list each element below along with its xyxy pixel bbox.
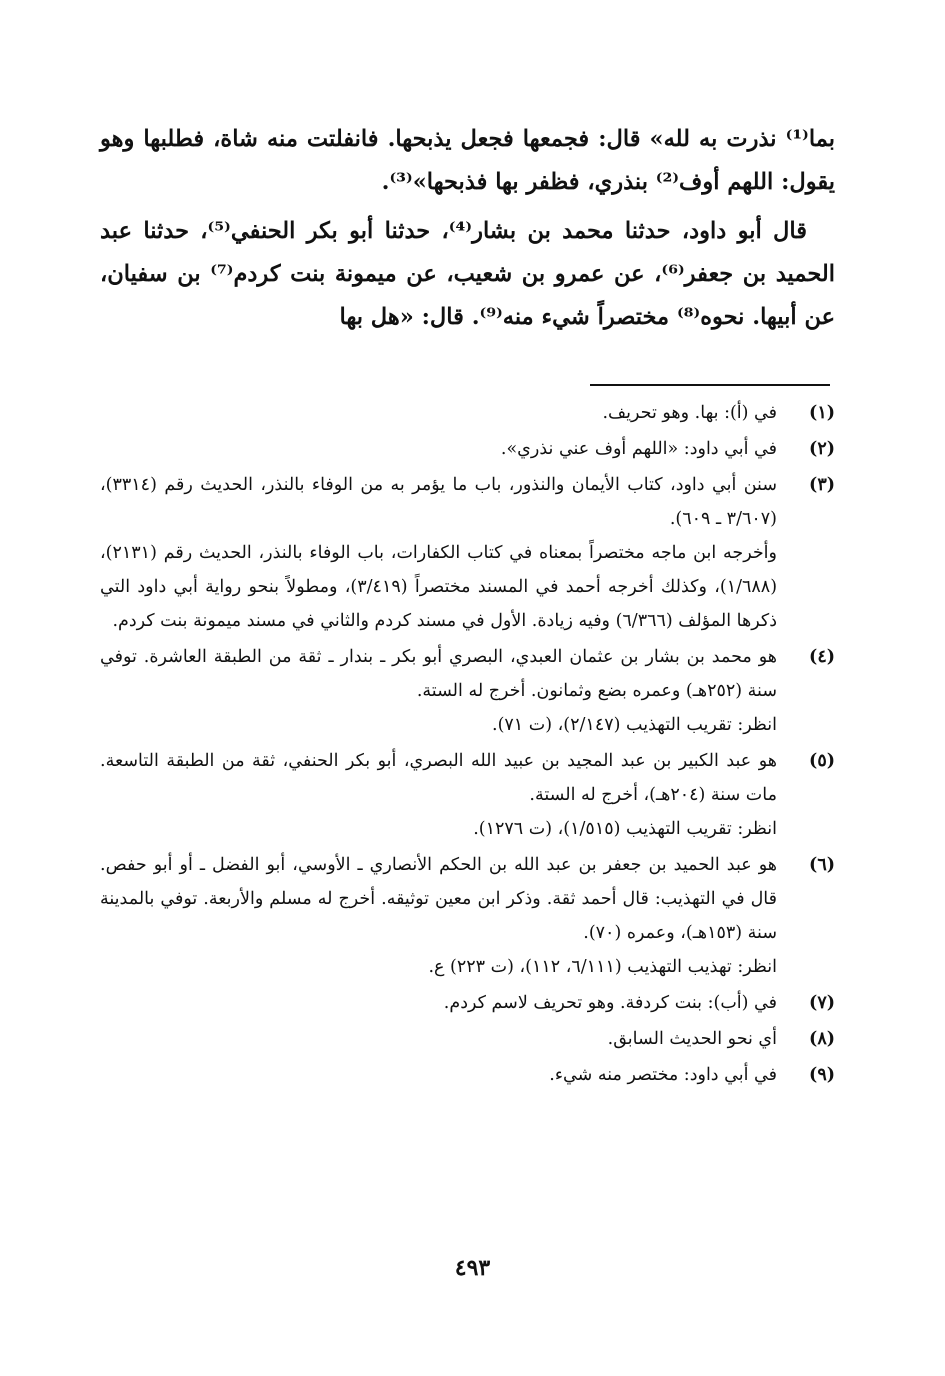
footnote-text: في أبي داود: مختصر منه شيء. xyxy=(549,1065,777,1085)
main-paragraph-2: قال أبو داود، حدثنا محمد بن بشار⁽⁴⁾، حدثنا أبو بكر الحنفي⁽⁵⁾، حدثنا عبد الحميد بن جعفر⁽⁶⁾، عن عمرو بن شعيب، عن ميمونة بنت كردم⁽⁷⁾ بن سفيان، عن أبيها. نحوه⁽⁸⁾ مختصراً شيء منه⁽⁹⁾. قال: «هل بها xyxy=(100,218,835,330)
footnote-number: (١) xyxy=(809,403,835,423)
main-paragraph-1: بما⁽¹⁾ نذرت به لله» قال: فجمعها فجعل يذبحها. فانفلتت منه شاة، فطلبها وهو يقول: اللهم أوف⁽²⁾ بنذري، فظفر بها فذبحها»⁽³⁾. xyxy=(100,126,835,195)
footnote-number: (٩) xyxy=(809,1065,835,1085)
footnote-number: (٤) xyxy=(809,647,835,667)
footnote-number: (٥) xyxy=(809,751,835,771)
footnote-text: في (أ): بها. وهو تحريف. xyxy=(602,403,777,423)
footnote-number: (٧) xyxy=(809,993,835,1013)
footnote-separator xyxy=(590,384,830,386)
footnote-text: وأخرجه ابن ماجه مختصراً بمعناه في كتاب الكفارات، باب الوفاء بالنذر، الحديث رقم (٢١٣١)، (١/٦٨٨)، وكذلك أخرجه أحمد في المسند مختصراً (٣/٤١٩)، ومطولاً بنحو رواية أبي داود التي ذكرها المؤلف (٦/٣٦٦) وفيه زيادة. الأول في مسند كردم والثاني في مسند ميمونة بنت كردم. xyxy=(100,543,778,631)
footnote-6 xyxy=(100,848,835,984)
footnote-text: أي نحو الحديث السابق. xyxy=(607,1029,777,1049)
footnote-number: (٦) xyxy=(809,855,835,875)
footnote-8 xyxy=(100,1022,835,1056)
footnote-text: في أبي داود: «اللهم أوف عني نذري». xyxy=(500,439,777,459)
footnote-text: هو عبد الكبير بن عبد المجيد بن عبيد الله البصري، أبو بكر الحنفي، ثقة من الطبقة التاسعة. مات سنة (٢٠٤هـ)، أخرج له الستة. xyxy=(100,751,777,805)
footnote-text: هو محمد بن بشار بن عثمان العبدي، البصري أبو بكر ـ بندار ـ ثقة من الطبقة العاشرة. توفي سنة (٢٥٢هـ) وعمره بضع وثمانون. أخرج له الستة. xyxy=(100,647,777,701)
footnote-9 xyxy=(100,1058,835,1092)
footnotes xyxy=(100,396,835,1094)
footnote-text: انظر: تقريب التهذيب (١/٥١٥)، (ت ١٢٧٦). xyxy=(473,819,777,839)
footnote-text: سنن أبي داود، كتاب الأيمان والنذور، باب ما يؤمر به من الوفاء بالنذر، الحديث رقم (٣٣١٤)، (٣/٦٠٧ ـ ٦٠٩). xyxy=(100,475,777,529)
page-number: ٤٩٣ xyxy=(454,1255,491,1281)
footnote-text: انظر: تقريب التهذيب (٢/١٤٧)، (ت ٧١). xyxy=(492,715,777,735)
footnote-2 xyxy=(100,432,835,466)
footnote-number: (٣) xyxy=(809,475,835,495)
footnote-text: في (أب): بنت كردفة. وهو تحريف لاسم كردم. xyxy=(443,993,777,1013)
footnote-7 xyxy=(100,986,835,1020)
footnote-number: (٢) xyxy=(809,439,835,459)
footnote-number: (٨) xyxy=(809,1029,835,1049)
footnote-4 xyxy=(100,640,835,742)
footnote-5 xyxy=(100,744,835,846)
footnote-text: هو عبد الحميد بن جعفر بن عبد الله بن الحكم الأنصاري ـ الأوسي، أبو الفضل ـ أو أبو حفص. قال في التهذيب: قال أحمد ثقة. وذكر ابن معين توثيقه. أخرج له مسلم والأربعة. توفي بالمدينة سنة (١٥٣هـ)، وعمره (٧٠). xyxy=(100,855,777,943)
main-text xyxy=(100,118,835,339)
footnote-1 xyxy=(100,396,835,430)
footnote-text: انظر: تهذيب التهذيب (٦/١١١، ١١٢)، (ت ٢٢٣) ع. xyxy=(428,957,777,977)
footnote-3 xyxy=(100,468,835,638)
